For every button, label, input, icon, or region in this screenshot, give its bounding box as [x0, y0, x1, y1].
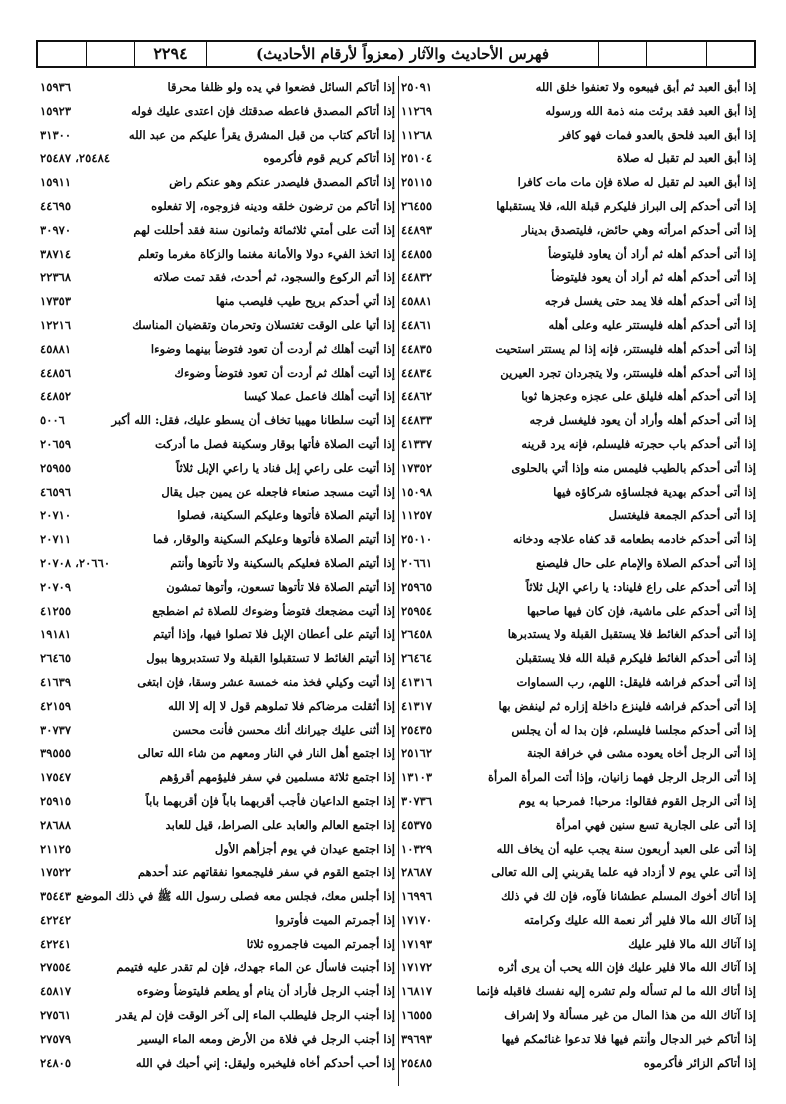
hadith-number: ٤١٦٣٩: [40, 674, 72, 689]
hadith-entry: [401, 433, 756, 457]
hadith-text: إذا أتى على الجارية تسع سنين فهي امرأة: [555, 817, 756, 832]
hadith-text: إذا أتى الرجل أخاه يعوده مشى في خرافة الجنة: [526, 746, 756, 761]
hadith-number: ٢٦٤٥٨: [401, 627, 433, 642]
hadith-entry: [401, 1004, 756, 1028]
hadith-entry: [40, 433, 395, 457]
hadith-number: ٤٤٨٣٣: [401, 413, 433, 428]
hadith-text: إذا أتى على العبد أربعون سنة يجب عليه أن يخاف الله: [496, 841, 756, 856]
hadith-entry: [40, 814, 395, 838]
hadith-number: ٤١٣١٧: [401, 698, 433, 713]
hadith-number: ٢٥٩٥٤: [401, 603, 433, 618]
hadith-entry: [401, 576, 756, 600]
hadith-number: ٢٢٣٦٨: [40, 270, 72, 285]
hadith-number: ١٦٨١٧: [401, 984, 433, 999]
hadith-entry: [40, 671, 395, 695]
hadith-entry: [401, 290, 756, 314]
hadith-number: ١١٢٦٨: [401, 127, 433, 142]
hadith-entry: [401, 838, 756, 862]
hadith-number: ١٥٩٢٣: [40, 103, 72, 118]
hadith-number: ٣٠٩٧٠: [40, 222, 72, 237]
hadith-entry: [401, 647, 756, 671]
hadith-number: ٢٥٩٥٥: [40, 460, 72, 475]
hadith-number: ١٢٢١٦: [40, 317, 72, 332]
hadith-text: إذا أتيتم الصلاة فأتوها وعليكم السكينة والوقار، فما: [153, 532, 395, 547]
hadith-entry: [401, 338, 756, 362]
hadith-number: ٤٤٨٥٦: [40, 365, 72, 380]
hadith-text: إذا أتى أحدكم الصلاة والإمام على حال فليصنع: [536, 555, 756, 570]
hadith-number: ٤٤٨٦٢: [401, 389, 433, 404]
hadith-entry: [40, 1052, 395, 1076]
hadith-text: إذا أجنب الرجل في فلاة من الأرض ومعه الماء اليسير: [137, 1031, 395, 1046]
hadith-number: ٢٥٠١٠: [401, 532, 433, 547]
hadith-number: ٢٧٥٧٩: [40, 1031, 72, 1046]
hadith-text: إذا أتى أحدكم الغائط فليكرم قبلة الله فلا يستقبلن: [515, 651, 756, 666]
hadith-number: ٢٥٤٨٤، ٢٥٤٨٧: [40, 151, 111, 166]
hadith-entry: [40, 314, 395, 338]
hadith-text: إذا أتيتم الصلاة فعليكم بالسكينة ولا تأتوها وأنتم: [170, 555, 395, 570]
hadith-number: ٣٠٧٣٧: [40, 722, 72, 737]
hadith-text: إذا أتيت سلطانا مهيبا تخاف أن يسطو عليك، فقل: الله أكبر: [111, 413, 395, 428]
hadith-entry: [40, 576, 395, 600]
hadith-entry: [40, 1004, 395, 1028]
hadith-text: إذا أتى أحدكم أهله ثم أراد أن يعاود فليتوضأ: [548, 246, 756, 261]
hadith-number: ٣١٣٠٠: [40, 127, 72, 142]
hadith-number: ١٧١٧٢: [401, 960, 433, 975]
hadith-entry: [40, 266, 395, 290]
hadith-entry: [401, 481, 756, 505]
hadith-text: إذا اجتمع القوم في سفر فليجمعوا نفقاتهم عند أحدهم: [137, 865, 395, 880]
hadith-entry: [40, 290, 395, 314]
header-cell-empty: [598, 42, 646, 66]
hadith-text: إذا أتاك أخوك المسلم عطشانا فآوه، فإن لك في ذلك: [501, 889, 756, 904]
hadith-number: ٢١١٢٥: [40, 841, 72, 856]
hadith-text: إذا أتى أحدكم امرأته وهي حائض، فليتصدق بدينار: [521, 222, 756, 237]
hadith-number: ٢٤٨٠٥: [40, 1055, 72, 1070]
hadith-text: إذا أبق العبد لم تقبل له صلاة: [616, 151, 756, 166]
hadith-number: ٣٩٥٥٥: [40, 746, 72, 761]
hadith-entry: [40, 338, 395, 362]
hadith-number: ٣٠٧٣٦: [401, 793, 433, 808]
hadith-entry: [40, 956, 395, 980]
hadith-number: ١٥٠٩٨: [401, 484, 433, 499]
right-column: [401, 76, 756, 1075]
hadith-text: إذا أتاكم كريم قوم فأكرموه: [263, 151, 395, 166]
hadith-entry: [40, 838, 395, 862]
hadith-text: إذا أتيت على راعي إبل فناد يا راعي الإبل ثلاثاً: [176, 460, 395, 475]
hadith-entry: [401, 504, 756, 528]
hadith-entry: [401, 719, 756, 743]
hadith-entry: [401, 243, 756, 267]
hadith-entry: [40, 742, 395, 766]
hadith-text: إذا أتيت وكيلي فخذ منه خمسة عشر وسقا، فإن ابتغى: [137, 674, 395, 689]
hadith-number: ٢٥٠٩١: [401, 80, 433, 94]
hadith-number: ٤٥٨١٧: [40, 984, 72, 999]
hadith-entry: [401, 219, 756, 243]
hadith-text: إذا أتى أحدكم الجمعة فليغتسل: [608, 508, 756, 523]
hadith-number: ١٠٣٢٩: [401, 841, 433, 856]
hadith-text: إذا أتيت أهلك فاعمل عملا كيسا: [244, 389, 395, 404]
hadith-entry: [40, 933, 395, 957]
hadith-number: ٤٥٣٧٥: [401, 817, 433, 832]
hadith-entry: [40, 385, 395, 409]
hadith-number: ٤٥٨٨١: [401, 294, 433, 309]
hadith-entry: [401, 1028, 756, 1052]
hadith-number: ١٦٥٥٥: [401, 1008, 433, 1023]
hadith-number: ٢٥١٠٤: [401, 151, 433, 166]
hadith-number: ١٩١٨١: [40, 627, 72, 642]
hadith-text: إذا أبق العبد فقد برئت منه ذمة الله ورسوله: [545, 103, 756, 118]
header-cell-empty: [38, 42, 86, 66]
hadith-number: ١٥٩١١: [40, 175, 72, 190]
hadith-entry: [401, 195, 756, 219]
hadith-text: إذا أتيتم على أعطان الإبل فلا تصلوا فيها، وإذا أتيتم: [153, 627, 395, 642]
hadith-entry: [40, 790, 395, 814]
hadith-text: إذا أتيت مضجعك فتوضأ وضوءك للصلاة ثم اضطجع: [152, 603, 395, 618]
hadith-text: إذا أجنب الرجل فليطلب الماء إلى آخر الوقت فإن لم يقدر: [116, 1008, 395, 1023]
hadith-text: إذا أتى أحدكم أهله ثم أراد أن يعود فليتوضأ: [551, 270, 756, 285]
hadith-text: إذا أتى الرجل الرجل فهما زانيان، وإذا أتت المرأة المرأة: [487, 770, 756, 785]
hadith-text: إذا آتاك الله مالا فلير عليك: [628, 936, 756, 951]
hadith-entry: [401, 362, 756, 386]
hadith-entry: [40, 647, 395, 671]
hadith-number: ٢٠٦٦٠، ٢٠٧٠٨: [40, 555, 111, 570]
hadith-number: ١١٢٥٧: [401, 508, 433, 523]
hadith-text: إذا أبق العبد ثم أبق فيبعوه ولا تعنفوا خلق الله: [535, 80, 756, 94]
hadith-entry: [40, 481, 395, 505]
hadith-text: إذا أثقلت مرضاكم فلا تملوهم قول لا إله إلا الله: [168, 698, 395, 713]
hadith-text: إذا أتى أحدكم أهله فليستتر عليه وعلى أهله: [548, 317, 756, 332]
hadith-text: إذا أتى أحدكم أهله فليستتر، فإنه إذا لم يستتر استحيت: [495, 341, 756, 356]
hadith-text: إذا أبق العبد لم تقبل له صلاة فإن مات مات كافرا: [517, 175, 756, 190]
hadith-entry: [40, 171, 395, 195]
hadith-number: ٢٦٤٥٥: [401, 198, 433, 213]
hadith-text: إذا أتيتم الغائط لا تستقبلوا القبلة ولا تستدبروها ببول: [146, 651, 395, 666]
hadith-number: ٥٠٠٦: [40, 413, 65, 428]
hadith-number: ٤٤٨٣٥: [401, 341, 433, 356]
hadith-number: ١٧٥٤٧: [40, 770, 72, 785]
page-number: ٢٢٩٤: [134, 42, 206, 66]
hadith-entry: [40, 909, 395, 933]
hadith-entry: [40, 861, 395, 885]
hadith-entry: [401, 861, 756, 885]
hadith-text: إذا أتى أحدكم أهله فليستتر، ولا يتجردان تجرد العيرين: [500, 365, 756, 380]
hadith-text: إذا أتيا على الوقت تغتسلان وتحرمان وتقضيان المناسك: [132, 317, 395, 332]
hadith-number: ١٧١٧٠: [401, 912, 433, 927]
hadith-entry: [40, 147, 395, 171]
hadith-entry: [401, 766, 756, 790]
hadith-entry: [40, 766, 395, 790]
hadith-number: ٤١٣١٦: [401, 674, 433, 689]
hadith-text: إذا أبق العبد فلحق بالعدو فمات فهو كافر: [559, 127, 756, 142]
hadith-text: إذا أجمرتم الميت فأوتروا: [275, 912, 395, 927]
hadith-entry: [40, 552, 395, 576]
hadith-entry: [401, 623, 756, 647]
hadith-text: إذا أجنبت فاسأل عن الماء جهدك، فإن لم تقدر عليه فتيمم: [116, 960, 395, 975]
hadith-entry: [401, 409, 756, 433]
hadith-text: إذا أتى علي يوم لا أزداد فيه علما يقربني إلى الله تعالى: [491, 865, 756, 880]
hadith-number: ٢٨٦٨٧: [401, 865, 433, 880]
hadith-number: ٣٨٧١٤: [40, 246, 72, 261]
hadith-text: إذا أتيت أهلك ثم أردت أن تعود فتوضأ وضوءك: [174, 365, 395, 380]
hadith-text: إذا أتاكم المصدق فاعطه صدقتك فإن اعتدى عليك فوله: [131, 103, 395, 118]
hadith-number: ٢٥٤٨٥: [401, 1055, 433, 1070]
hadith-number: ٢٥١٦٢: [401, 746, 433, 761]
hadith-text: إذا أتى أحدكم مجلسا فليسلم، فإن بدا له أن يجلس: [511, 722, 756, 737]
hadith-number: ٤٤٨٥٢: [40, 389, 72, 404]
left-column: [40, 76, 395, 1075]
hadith-text: إذا أتاكم السائل فضعوا في يده ولو ظلفا محرقا: [167, 80, 395, 94]
hadith-text: إذا أجنب الرجل فأراد أن ينام أو يطعم فليتوضأ وضوءه: [136, 984, 395, 999]
hadith-number: ٢٦٤٦٥: [40, 651, 72, 666]
hadith-entry: [40, 695, 395, 719]
hadith-text: إذا اجتمع عيدان في يوم أجزأهم الأول: [214, 841, 395, 856]
header-cell-empty: [646, 42, 706, 66]
hadith-entry: [40, 124, 395, 148]
hadith-entry: [401, 956, 756, 980]
hadith-text: إذا آتاك الله مالا فلير أثر نعمة الله عليك وكرامته: [524, 912, 756, 927]
hadith-number: ١٣١٠٣: [401, 770, 433, 785]
hadith-entry: [401, 600, 756, 624]
hadith-text: إذا أتيتم الصلاة فأتوها وعليكم السكينة، فصلوا: [177, 508, 395, 523]
hadith-number: ٤٤٨٥٥: [401, 246, 433, 261]
hadith-text: إذا أتى أحدكم فراشه فلينزع داخلة إزاره ثم لينفض بها: [498, 698, 756, 713]
hadith-text: إذا أتى أحدكم خادمه بطعامه قد كفاه علاجه ودخانه: [512, 532, 756, 547]
hadith-text: إذا أتى أحدكم بالطيب فليمس منه وإذا أتي بالحلوى: [511, 460, 756, 475]
hadith-number: ٢٧٥٦١: [40, 1008, 72, 1023]
hadith-text: إذا أتى أحدكم فراشه فليقل: اللهم، رب السماوات: [516, 674, 756, 689]
hadith-entry: [401, 671, 756, 695]
hadith-entry: [401, 171, 756, 195]
hadith-text: إذا أتى أحدكم على ماشية، فإن كان فيها صاحبها: [526, 603, 756, 618]
hadith-number: ٤٤٨٦١: [401, 317, 433, 332]
hadith-number: ٢٠٦٥٩: [40, 436, 72, 451]
hadith-entry: [401, 76, 756, 100]
hadith-entry: [401, 695, 756, 719]
hadith-text: إذا أتى أحدكم الغائط فلا يستقبل القبلة ولا يستدبرها: [507, 627, 756, 642]
hadith-text: إذا أتاكم خبر الدجال وأنتم فيها فلا تدعوا غنائمكم فيها: [501, 1031, 756, 1046]
hadith-entry: [40, 885, 395, 909]
hadith-number: ٢٧٥٥٤: [40, 960, 72, 975]
hadith-number: ١٧٣٥٢: [401, 460, 433, 475]
hadith-number: ١١٢٦٩: [401, 103, 433, 118]
hadith-entry: [40, 100, 395, 124]
page-header: [36, 40, 756, 68]
hadith-number: ٤٢١٥٩: [40, 698, 72, 713]
hadith-text: إذا آتاك الله من هذا المال من غير مسألة ولا إشراف: [504, 1008, 756, 1023]
hadith-entry: [40, 528, 395, 552]
hadith-text: إذا أتيت الصلاة فأتها بوقار وسكينة فصل ما أدركت: [154, 436, 395, 451]
hadith-text: إذا أتيت أهلك ثم أردت أن تعود فتوضأ بينهما وضوءا: [150, 341, 395, 356]
hadith-text: إذا أتى أحدكم على راع فليناد: يا راعي الإبل ثلاثاً: [525, 579, 756, 594]
hadith-entry: [40, 600, 395, 624]
hadith-text: إذا أتي أحدكم بريح طيب فليصب منها: [216, 294, 395, 309]
hadith-text: إذا أتى أحدكم أهله فلا يمد حتى يغسل فرجه: [544, 294, 756, 309]
hadith-entry: [401, 124, 756, 148]
hadith-text: إذا أتاكم كتاب من قبل المشرق يقرأ عليكم من عبد الله: [128, 127, 395, 142]
hadith-entry: [40, 719, 395, 743]
hadith-entry: [401, 100, 756, 124]
hadith-entry: [401, 814, 756, 838]
hadith-text: إذا اجتمع أهل النار في النار ومعهم من شاء الله تعالى: [137, 746, 395, 761]
hadith-number: ٢٥٩٦٥: [401, 579, 433, 594]
hadith-number: ٢٠٧١٠: [40, 508, 72, 523]
hadith-text: إذا آتاك الله مالا فلير عليك فإن الله يحب أن يرى أثره: [498, 960, 756, 975]
hadith-number: ١٧٥٢٢: [40, 865, 72, 880]
hadith-text: إذا أتم الركوع والسجود، ثم أحدث، فقد تمت صلاته: [153, 270, 395, 285]
hadith-entry: [401, 742, 756, 766]
hadith-number: ١٧٣٥٣: [40, 294, 72, 309]
hadith-entry: [40, 1028, 395, 1052]
hadith-text: إذا أثنى عليك جيرانك أنك محسن فأنت محسن: [172, 722, 395, 737]
hadith-text: إذا أحب أحدكم أخاه فليخبره وليقل: إني أحبك في الله: [135, 1055, 395, 1070]
hadith-number: ٢٨٦٨٨: [40, 817, 72, 832]
hadith-text: إذا اجتمع الداعيان فأجب أقربهما باباً فإن أقربهما باباً: [145, 793, 395, 808]
hadith-entry: [401, 790, 756, 814]
hadith-text: إذا أتى أحدكم أهله وأراد أن يعود فليغسل فرجه: [529, 413, 756, 428]
hadith-number: ٤٥٨٨١: [40, 341, 72, 356]
hadith-text: إذا اجتمع ثلاثة مسلمين في سفر فليؤمهم أقرؤهم: [159, 770, 395, 785]
hadith-entry: [40, 409, 395, 433]
hadith-text: إذا اجتمع العالم والعابد على الصراط، قيل للعابد: [165, 817, 395, 832]
hadith-entry: [40, 457, 395, 481]
hadith-number: ٢٠٧١١: [40, 532, 72, 547]
hadith-entry: [401, 266, 756, 290]
hadith-number: ٢٦٤٦٤: [401, 651, 433, 666]
hadith-text: إذا أتى أحدكم بهدية فجلساؤه شركاؤه فيها: [553, 484, 756, 499]
hadith-number: ٤٤٨٣٤: [401, 365, 433, 380]
hadith-number: ٣٩٦٩٣: [401, 1031, 433, 1046]
hadith-entry: [40, 219, 395, 243]
hadith-number: ٤٤٦٩٥: [40, 198, 72, 213]
hadith-number: ٤١٢٥٥: [40, 603, 72, 618]
hadith-text: إذا أتت على أمتي ثلاثمائة وثمانون سنة فقد أحللت لهم: [133, 222, 395, 237]
hadith-text: إذا أتاك الله ما لم تسأله ولم تشره إليه نفسك فاقبله فإنما: [476, 984, 756, 999]
hadith-number: ٣٥٤٤٣: [40, 889, 72, 904]
hadith-number: ٢٠٧٠٩: [40, 579, 72, 594]
hadith-entry: [401, 933, 756, 957]
hadith-entry: [40, 243, 395, 267]
hadith-entry: [40, 980, 395, 1004]
hadith-text: إذا أتاكم المصدق فليصدر عنكم وهو عنكم راض: [169, 175, 395, 190]
hadith-number: ٢٥١١٥: [401, 175, 433, 190]
hadith-entry: [401, 552, 756, 576]
hadith-number: ٤٤٨٣٢: [401, 270, 433, 285]
hadith-entry: [40, 195, 395, 219]
hadith-text: إذا أجلس معك، فجلس معه فصلى رسول الله ﷺ في ذلك الموضع: [76, 889, 395, 904]
column-divider: [398, 76, 399, 1086]
hadith-entry: [401, 885, 756, 909]
header-cell-empty: [86, 42, 134, 66]
hadith-entry: [401, 385, 756, 409]
hadith-number: ٢٥٩١٥: [40, 793, 72, 808]
hadith-entry: [40, 623, 395, 647]
hadith-number: ١٦٩٩٦: [401, 889, 433, 904]
hadith-number: ٢٠٦٦١: [401, 555, 433, 570]
hadith-text: إذا أتى أحدكم باب حجرته فليسلم، فإنه يرد قرينه: [521, 436, 756, 451]
header-cell-empty: [706, 42, 754, 66]
hadith-number: ١٥٩٣٦: [40, 80, 72, 94]
hadith-text: إذا أتيت مسجد صنعاء فاجعله عن يمين جبل يقال: [161, 484, 395, 499]
hadith-text: إذا أتاكم الزائر فأكرموه: [643, 1055, 756, 1070]
hadith-number: ٤٤٨٩٣: [401, 222, 433, 237]
page-title: فهرس الأحاديث والآثار (معزواً لأرقام الأحاديث): [206, 42, 598, 66]
hadith-entry: [401, 909, 756, 933]
hadith-number: ٤١٣٣٧: [401, 436, 433, 451]
hadith-text: إذا أتيتم الصلاة فلا تأتوها تسعون، وأتوها تمشون: [166, 579, 395, 594]
hadith-entry: [401, 1052, 756, 1076]
hadith-text: إذا أتاكم من ترضون خلقه ودينه فزوجوه، إلا تفعلوه: [151, 198, 395, 213]
hadith-number: ١٧١٩٣: [401, 936, 433, 951]
hadith-entry: [401, 528, 756, 552]
hadith-entry: [401, 457, 756, 481]
hadith-number: ٤٢٢٤١: [40, 936, 72, 951]
hadith-number: ٢٥٤٣٥: [401, 722, 433, 737]
hadith-text: إذا أتى أحدكم إلى البراز فليكرم قبلة الله، فلا يستقبلها: [496, 198, 756, 213]
hadith-number: ٤٢٢٤٢: [40, 912, 72, 927]
hadith-text: إذا أتى أحدكم أهله فليلق على عجزه وعجزها ثوبا: [521, 389, 756, 404]
hadith-entry: [40, 76, 395, 100]
hadith-entry: [40, 504, 395, 528]
hadith-entry: [401, 980, 756, 1004]
hadith-text: إذا اتخذ الفيء دولا والأمانة مغنما والزكاة مغرما وتعلم: [138, 246, 395, 261]
hadith-entry: [40, 362, 395, 386]
hadith-entry: [401, 147, 756, 171]
hadith-number: ٤٦٥٩٦: [40, 484, 72, 499]
hadith-text: إذا أجمرتم الميت فاجمروه ثلاثا: [246, 936, 395, 951]
hadith-entry: [401, 314, 756, 338]
hadith-text: إذا أتى الرجل القوم فقالوا: مرحبا! فمرحبا به يوم: [518, 793, 756, 808]
